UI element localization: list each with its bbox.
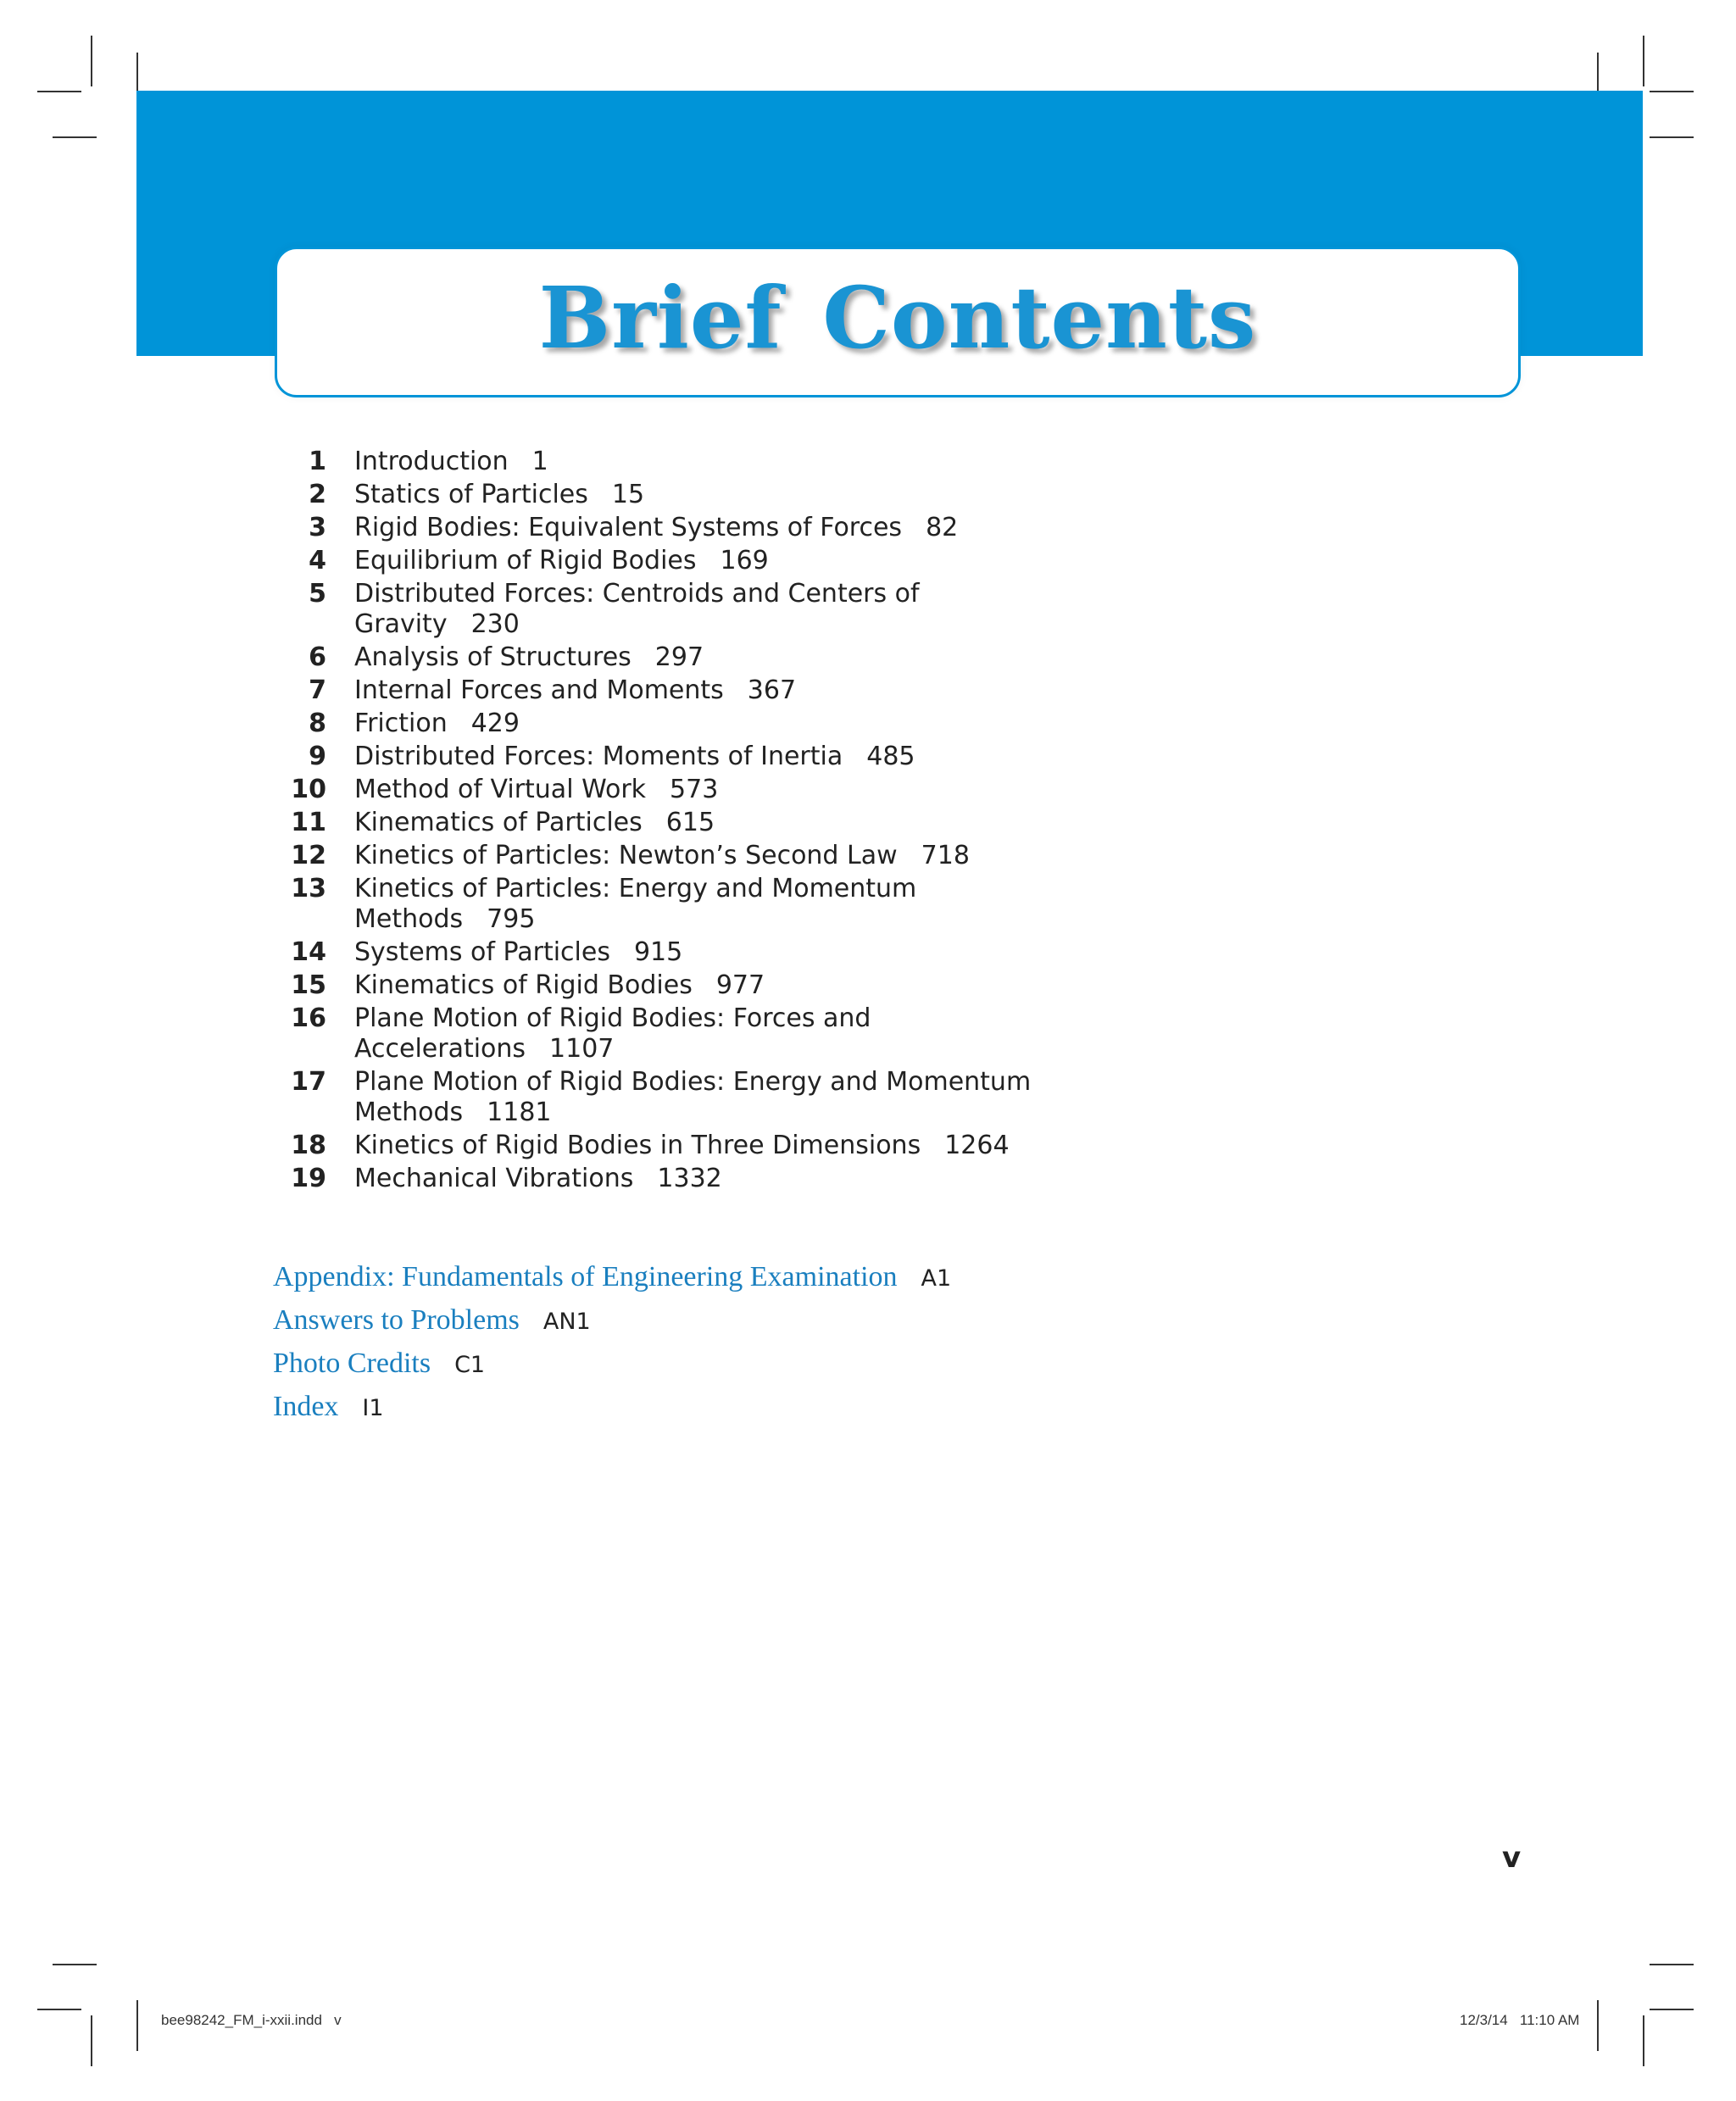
backmatter-entry[interactable] bbox=[273, 1391, 951, 1434]
chapter-page: 573 bbox=[670, 775, 719, 804]
chapter-entry[interactable] bbox=[288, 970, 1136, 1001]
chapter-title: Systems of Particles bbox=[354, 937, 610, 967]
backmatter-title: Index bbox=[273, 1391, 339, 1422]
chapter-page: 82 bbox=[926, 513, 959, 542]
chapter-title: Equilibrium of Rigid Bodies bbox=[354, 546, 697, 575]
chapter-text bbox=[288, 513, 1049, 543]
crop-mark bbox=[1650, 136, 1694, 138]
chapter-page: 1 bbox=[531, 447, 548, 476]
chapter-number: 15 bbox=[291, 970, 326, 1000]
backmatter-entry[interactable] bbox=[273, 1304, 951, 1348]
chapter-entry[interactable] bbox=[288, 841, 1136, 871]
chapter-number: 16 bbox=[291, 1003, 326, 1033]
page-title: Brief Contents bbox=[538, 268, 1257, 368]
chapter-title: Statics of Particles bbox=[354, 480, 588, 509]
backmatter-entry[interactable] bbox=[273, 1348, 951, 1391]
chapter-list bbox=[288, 447, 1136, 1197]
page-number: v bbox=[1502, 1841, 1522, 1875]
chapter-entry[interactable] bbox=[288, 742, 1136, 772]
chapter-number: 13 bbox=[291, 874, 326, 903]
chapter-title: Kinetics of Particles: Energy and Momentum Methods bbox=[354, 874, 917, 934]
chapter-page: 485 bbox=[866, 742, 915, 771]
chapter-title: Kinematics of Rigid Bodies bbox=[354, 970, 693, 1000]
chapter-title: Kinetics of Rigid Bodies in Three Dimensions bbox=[354, 1131, 921, 1160]
chapter-entry[interactable] bbox=[288, 579, 1136, 640]
chapter-number: 17 bbox=[291, 1067, 326, 1097]
chapter-page: 977 bbox=[715, 970, 765, 1000]
crop-mark bbox=[1643, 36, 1644, 86]
crop-mark bbox=[91, 36, 92, 86]
chapter-text bbox=[288, 841, 1049, 871]
chapter-title: Analysis of Structures bbox=[354, 642, 632, 672]
slug-filename: bee98242_FM_i-xxii.indd v bbox=[161, 2012, 342, 2028]
chapter-text bbox=[288, 642, 1049, 673]
chapter-text bbox=[288, 675, 1049, 706]
chapter-number: 2 bbox=[309, 480, 326, 509]
chapter-number: 7 bbox=[309, 675, 326, 705]
chapter-page: 297 bbox=[654, 642, 704, 672]
chapter-entry[interactable] bbox=[288, 480, 1136, 510]
chapter-entry[interactable] bbox=[288, 642, 1136, 673]
chapter-page: 230 bbox=[470, 609, 520, 639]
chapter-number: 14 bbox=[291, 937, 326, 967]
backmatter-page: A1 bbox=[921, 1265, 952, 1292]
chapter-entry[interactable] bbox=[288, 1164, 1136, 1194]
chapter-text bbox=[288, 775, 1049, 805]
chapter-entry[interactable] bbox=[288, 513, 1136, 543]
crop-mark bbox=[1650, 2009, 1694, 2010]
chapter-page: 1264 bbox=[944, 1131, 1010, 1160]
chapter-number: 1 bbox=[309, 447, 326, 476]
chapter-number: 9 bbox=[309, 742, 326, 771]
chapter-page: 15 bbox=[611, 480, 645, 509]
chapter-title: Distributed Forces: Centroids and Centers of Gravity bbox=[354, 579, 920, 639]
chapter-text bbox=[288, 480, 1049, 510]
chapter-page: 367 bbox=[747, 675, 797, 705]
chapter-text bbox=[288, 808, 1049, 838]
crop-mark bbox=[37, 91, 81, 92]
chapter-entry[interactable] bbox=[288, 675, 1136, 706]
chapter-page: 1332 bbox=[657, 1164, 722, 1193]
chapter-page: 1181 bbox=[487, 1098, 552, 1127]
chapter-number: 18 bbox=[291, 1131, 326, 1160]
chapter-number: 10 bbox=[291, 775, 326, 804]
chapter-number: 8 bbox=[309, 709, 326, 738]
chapter-number: 19 bbox=[291, 1164, 326, 1193]
crop-mark bbox=[1643, 2015, 1644, 2066]
chapter-entry[interactable] bbox=[288, 874, 1136, 935]
chapter-text bbox=[288, 546, 1049, 576]
backmatter-title: Photo Credits bbox=[273, 1348, 431, 1379]
chapter-entry[interactable] bbox=[288, 1003, 1136, 1064]
chapter-text bbox=[288, 742, 1049, 772]
chapter-entry[interactable] bbox=[288, 1131, 1136, 1161]
chapter-text bbox=[288, 1067, 1049, 1128]
chapter-text bbox=[288, 970, 1049, 1001]
chapter-title: Rigid Bodies: Equivalent Systems of Forces bbox=[354, 513, 903, 542]
chapter-text bbox=[288, 579, 1049, 640]
chapter-entry[interactable] bbox=[288, 447, 1136, 477]
crop-mark bbox=[136, 2000, 138, 2051]
chapter-page: 795 bbox=[487, 904, 536, 934]
chapter-page: 718 bbox=[921, 841, 970, 870]
chapter-title: Method of Virtual Work bbox=[354, 775, 647, 804]
chapter-page: 169 bbox=[720, 546, 769, 575]
chapter-text bbox=[288, 937, 1049, 968]
chapter-title: Plane Motion of Rigid Bodies: Forces and Accelerations bbox=[354, 1003, 871, 1064]
chapter-title: Friction bbox=[354, 709, 448, 738]
chapter-text bbox=[288, 447, 1049, 477]
crop-mark bbox=[91, 2015, 92, 2066]
backmatter-title: Appendix: Fundamentals of Engineering Examination bbox=[273, 1261, 898, 1292]
chapter-text bbox=[288, 874, 1049, 935]
backmatter-page: AN1 bbox=[542, 1309, 591, 1335]
chapter-page: 615 bbox=[665, 808, 715, 837]
crop-mark bbox=[53, 1964, 97, 1965]
chapter-text bbox=[288, 709, 1049, 739]
crop-mark bbox=[1597, 2000, 1599, 2051]
chapter-title: Introduction bbox=[354, 447, 509, 476]
chapter-page: 915 bbox=[633, 937, 683, 967]
chapter-text bbox=[288, 1131, 1049, 1161]
chapter-number: 3 bbox=[309, 513, 326, 542]
chapter-entry[interactable] bbox=[288, 808, 1136, 838]
crop-mark bbox=[1650, 1964, 1694, 1965]
chapter-entry[interactable] bbox=[288, 1067, 1136, 1128]
chapter-entry[interactable] bbox=[288, 709, 1136, 739]
crop-mark bbox=[1650, 91, 1694, 92]
crop-mark bbox=[37, 2009, 81, 2010]
chapter-entry[interactable] bbox=[288, 775, 1136, 805]
chapter-entry[interactable] bbox=[288, 937, 1136, 968]
backmatter-page: I1 bbox=[362, 1395, 384, 1421]
chapter-text bbox=[288, 1164, 1049, 1194]
crop-mark bbox=[53, 136, 97, 138]
chapter-number: 12 bbox=[291, 841, 326, 870]
chapter-number: 11 bbox=[291, 808, 326, 837]
slug-timestamp: 12/3/14 11:10 AM bbox=[1460, 2012, 1580, 2028]
title-box bbox=[275, 247, 1521, 397]
chapter-title: Distributed Forces: Moments of Inertia bbox=[354, 742, 843, 771]
chapter-number: 5 bbox=[309, 579, 326, 609]
chapter-page: 429 bbox=[470, 709, 520, 738]
backmatter-title: Answers to Problems bbox=[273, 1304, 520, 1336]
chapter-text bbox=[288, 1003, 1049, 1064]
chapter-title: Kinematics of Particles bbox=[354, 808, 643, 837]
chapter-page: 1107 bbox=[549, 1034, 615, 1064]
backmatter-entry[interactable] bbox=[273, 1261, 951, 1304]
chapter-number: 4 bbox=[309, 546, 326, 575]
chapter-title: Plane Motion of Rigid Bodies: Energy and Momentum Methods bbox=[354, 1067, 1032, 1127]
backmatter-list bbox=[273, 1261, 951, 1434]
chapter-title: Internal Forces and Moments bbox=[354, 675, 724, 705]
chapter-entry[interactable] bbox=[288, 546, 1136, 576]
chapter-number: 6 bbox=[309, 642, 326, 672]
chapter-title: Mechanical Vibrations bbox=[354, 1164, 634, 1193]
chapter-title: Kinetics of Particles: Newton’s Second Law bbox=[354, 841, 898, 870]
backmatter-page: C1 bbox=[454, 1352, 486, 1378]
